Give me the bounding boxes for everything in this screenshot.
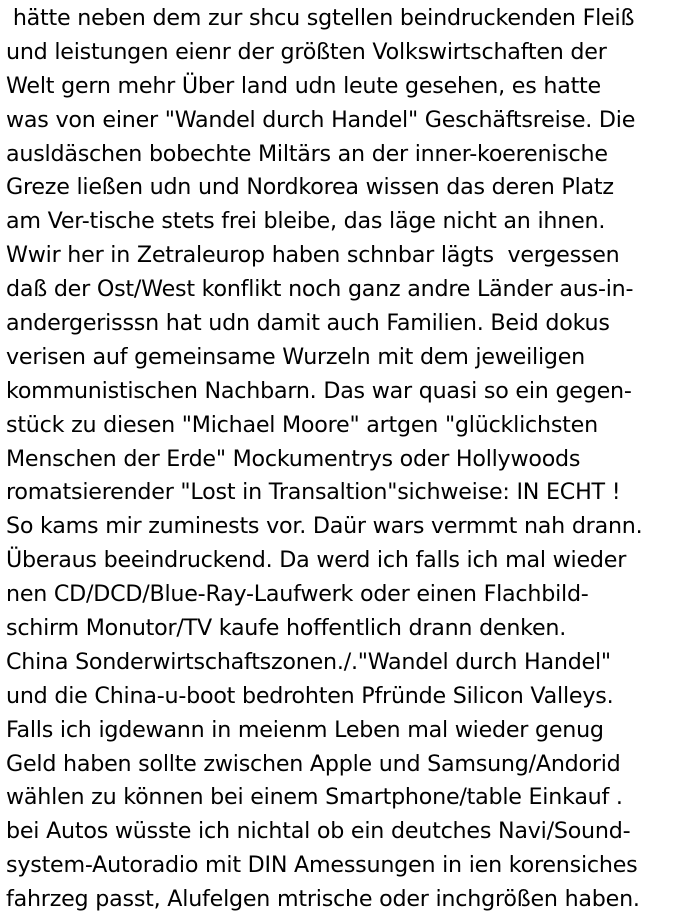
- text-line: Wwir her in Zetraleurop haben schnbar lägts vergessen: [6, 242, 620, 269]
- text-line: daß der Ost/West konflikt noch ganz andre Länder aus-in-: [6, 276, 634, 303]
- text-line: andergerisssn hat udn damit auch Familien. Beid dokus: [6, 310, 610, 337]
- text-line: fahrzeg passt, Alufelgen mtrische oder inchgrößen haben.: [6, 886, 640, 913]
- text-line: und leistungen eienr der größten Volkswirtschaften der: [6, 38, 607, 65]
- text-line: Falls ich igdewann in meienm Leben mal wieder genug: [6, 716, 604, 743]
- text-line: Menschen der Erde" Mockumentrys oder Hollywoods: [6, 445, 581, 472]
- text-line: Greze ließen udn und Nordkorea wissen das deren Platz: [6, 174, 614, 201]
- text-line: was von einer "Wandel durch Handel" Geschäftsreise. Die: [6, 106, 636, 133]
- text-line: schirm Monutor/TV kaufe hoffentlich drann denken.: [6, 615, 567, 642]
- text-line: Geld haben sollte zwischen Apple und Samsung/Andorid: [6, 750, 621, 777]
- text-line: Welt gern mehr Über land udn leute gesehen, es hatte: [6, 72, 601, 99]
- text-line: am Ver-tische stets frei bleibe, das läge nicht an ihnen.: [6, 208, 606, 235]
- text-line: romatsierender "Lost in Transaltion"sichweise: IN ECHT !: [6, 479, 621, 506]
- text-line: So kams mir zuminests vor. Daür wars vermmt nah drann.: [6, 513, 643, 540]
- text-body: [6, 2, 684, 917]
- text-line: und die China-u-boot bedrohten Pfründe Silicon Valleys.: [6, 682, 614, 709]
- text-line: ausldäschen bobechte Miltärs an der inner-koerenische: [6, 140, 608, 167]
- text-line: bei Autos wüsste ich nichtal ob ein deutches Navi/Sound-: [6, 818, 631, 845]
- text-line: nen CD/DCD/Blue-Ray-Laufwerk oder einen Flachbild-: [6, 581, 589, 608]
- text-line: hätte neben dem zur shcu sgtellen beindruckenden Fleiß: [6, 5, 635, 31]
- text-line: China Sonderwirtschaftszonen./."Wandel durch Handel": [6, 648, 611, 675]
- text-line: Überaus beeindruckend. Da werd ich falls ich mal wieder: [6, 547, 627, 574]
- text-line: kommunistischen Nachbarn. Das war quasi so ein gegen-: [6, 377, 632, 404]
- text-line: stück zu diesen "Michael Moore" artgen "glücklichsten: [6, 411, 598, 438]
- text-line: system-Autoradio mit DIN Amessungen in ien korensiches: [6, 852, 638, 879]
- text-line: verisen auf gemeinsame Wurzeln mit dem jeweiligen: [6, 343, 586, 370]
- text-line: wählen zu können bei einem Smartphone/table Einkauf .: [6, 784, 623, 811]
